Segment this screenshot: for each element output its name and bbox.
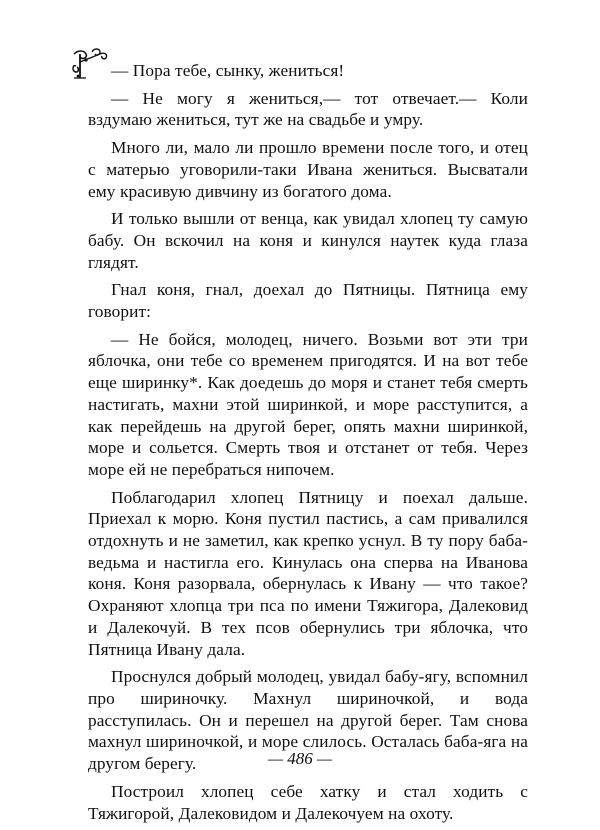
paragraph: Поблагодарил хлопец Пятницу и поехал дальше. Приехал к морю. Коня пустил пастись, а сам привалился отдохнуть и не заметил, как крепко уснул. В ту пору баба-ведьма и настигла его. Кинулась она сперва на Иванова коня. Коня разорвала, обернулась к Ивану — что такое? Охраняют хлопца три пса по имени Тяжигора, Далековид и Далекочуй. В тех псов обернулись три яблочка, что Пятница Ивану дала. (88, 487, 528, 659)
paragraph: — Не могу я жениться,— тот отвечает.— Коли вздумаю жениться, тут же на свадьбе и умру. (88, 88, 528, 130)
page-number: — 486 — (267, 749, 333, 768)
paragraph: И только вышли от венца, как увидал хлопец ту самую бабу. Он вскочил на коня и кинулся наутек куда глаза глядят. (88, 209, 528, 272)
paragraph: Много ли, мало ли прошло времени после того, и отец с матерью уговорили-таки Ивана жениться. Высватали ему красивую дивчину из богатого дома. (88, 138, 528, 201)
paragraph: — Пора тебе, сынку, жениться! (111, 61, 345, 80)
paragraph: Гнал коня, гнал, доехал до Пятницы. Пятница ему говорит: (88, 280, 528, 322)
paragraph: Проснулся добрый молодец, увидал бабу-ягу, вспомнил про шириночку. Махнул шириночкой, и вода расступилась. Он и перешел на другой берег. Там снова махнул шириночкой, и море слилось. Осталась баба-яга на другом берегу. (88, 667, 528, 774)
paragraph: — Не бойся, молодец, ничего. Возьми вот эти три яблочка, они тебе со временем пригодятся. И на вот тебе еще ширинку*. Как доедешь до моря и станет тебя смерть настигать, махни этой ширинкой, и море расступится, а как перейдешь на другой берег, опять махни ширинкой, море и сольется. Смерть твоя и отстанет от тебя. Через море ей не перебраться нипочем. (88, 329, 528, 479)
story-text (88, 60, 528, 824)
paragraph: Построил хлопец себе хатку и стал ходить с Тяжигорой, Далековидом и Далекочуем на охоту. (88, 781, 528, 823)
